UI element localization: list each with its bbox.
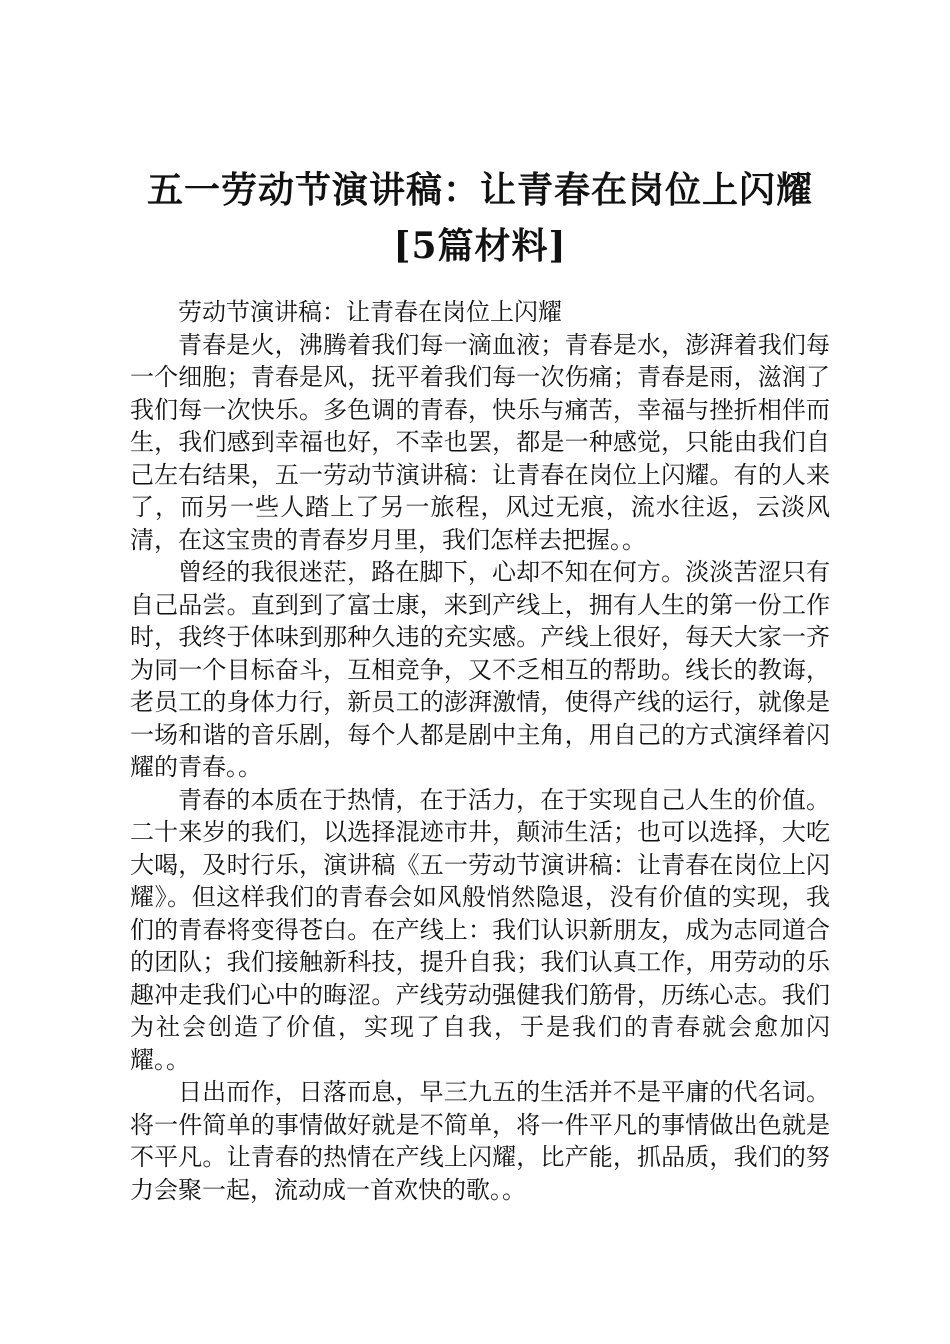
document-title: 五一劳动节演讲稿：让青春在岗位上闪耀[5篇材料] [146, 169, 813, 267]
paragraph: 青春的本质在于热情，在于活力，在于实现自己人生的价值。二十来岁的我们，以选择混迹市井，颠沛生活；也可以选择，大吃大喝，及时行乐，演讲稿《五一劳动节演讲稿：让青春在岗位上闪耀》。但这样我们的青春会如风般悄然隐退，没有价值的实现，我们的青春将变得苍白。在产线上：我们认识新朋友，成为志同道合的团队；我们接触新科技，提升自我；我们认真工作，用劳动的乐趣冲走我们心中的晦涩。产线劳动强健我们筋骨，历练心志。我们为社会创造了价值，实现了自我，于是我们的青春就会愈加闪耀。。 [130, 785, 830, 1074]
document-subtitle: 劳动节演讲稿：让青春在岗位上闪耀 [178, 298, 562, 326]
paragraph: 青春是火，沸腾着我们每一滴血液；青春是水，澎湃着我们每一个细胞；青春是风，抚平着我们每一次伤痛；青春是雨，滋润了我们每一次快乐。多色调的青春，快乐与痛苦，幸福与挫折相伴而生，我们感到幸福也好，不幸也罢，都是一种感觉，只能由我们自己左右结果，五一劳动节演讲稿：让青春在岗位上闪耀。有的人来了，而另一些人踏上了另一旅程，风过无痕，流水往返，云淡风清，在这宝贵的青春岁月里，我们怎样去把握。。 [130, 330, 830, 554]
paragraph: 日出而作，日落而息，早三九五的生活并不是平庸的代名词。将一件简单的事情做好就是不简单，将一件平凡的事情做出色就是不平凡。让青春的热情在产线上闪耀，比产能，抓品质，我们的努力会聚一起，流动成一首欢快的歌。。 [130, 1078, 830, 1204]
paragraph: 曾经的我很迷茫，路在脚下，心却不知在何方。淡淡苦涩只有自己品尝。直到到了富士康，来到产线上，拥有人生的第一份工作时，我终于体味到那种久违的充实感。产线上很好，每天大家一齐为同一个目标奋斗，互相竞争，又不乏相互的帮助。线长的教诲，老员工的身体力行，新员工的澎湃激情，使得产线的运行，就像是一场和谐的音乐剧，每个人都是剧中主角，用自己的方式演绎着闪耀的青春。。 [130, 558, 830, 781]
document-body [130, 296, 830, 1206]
